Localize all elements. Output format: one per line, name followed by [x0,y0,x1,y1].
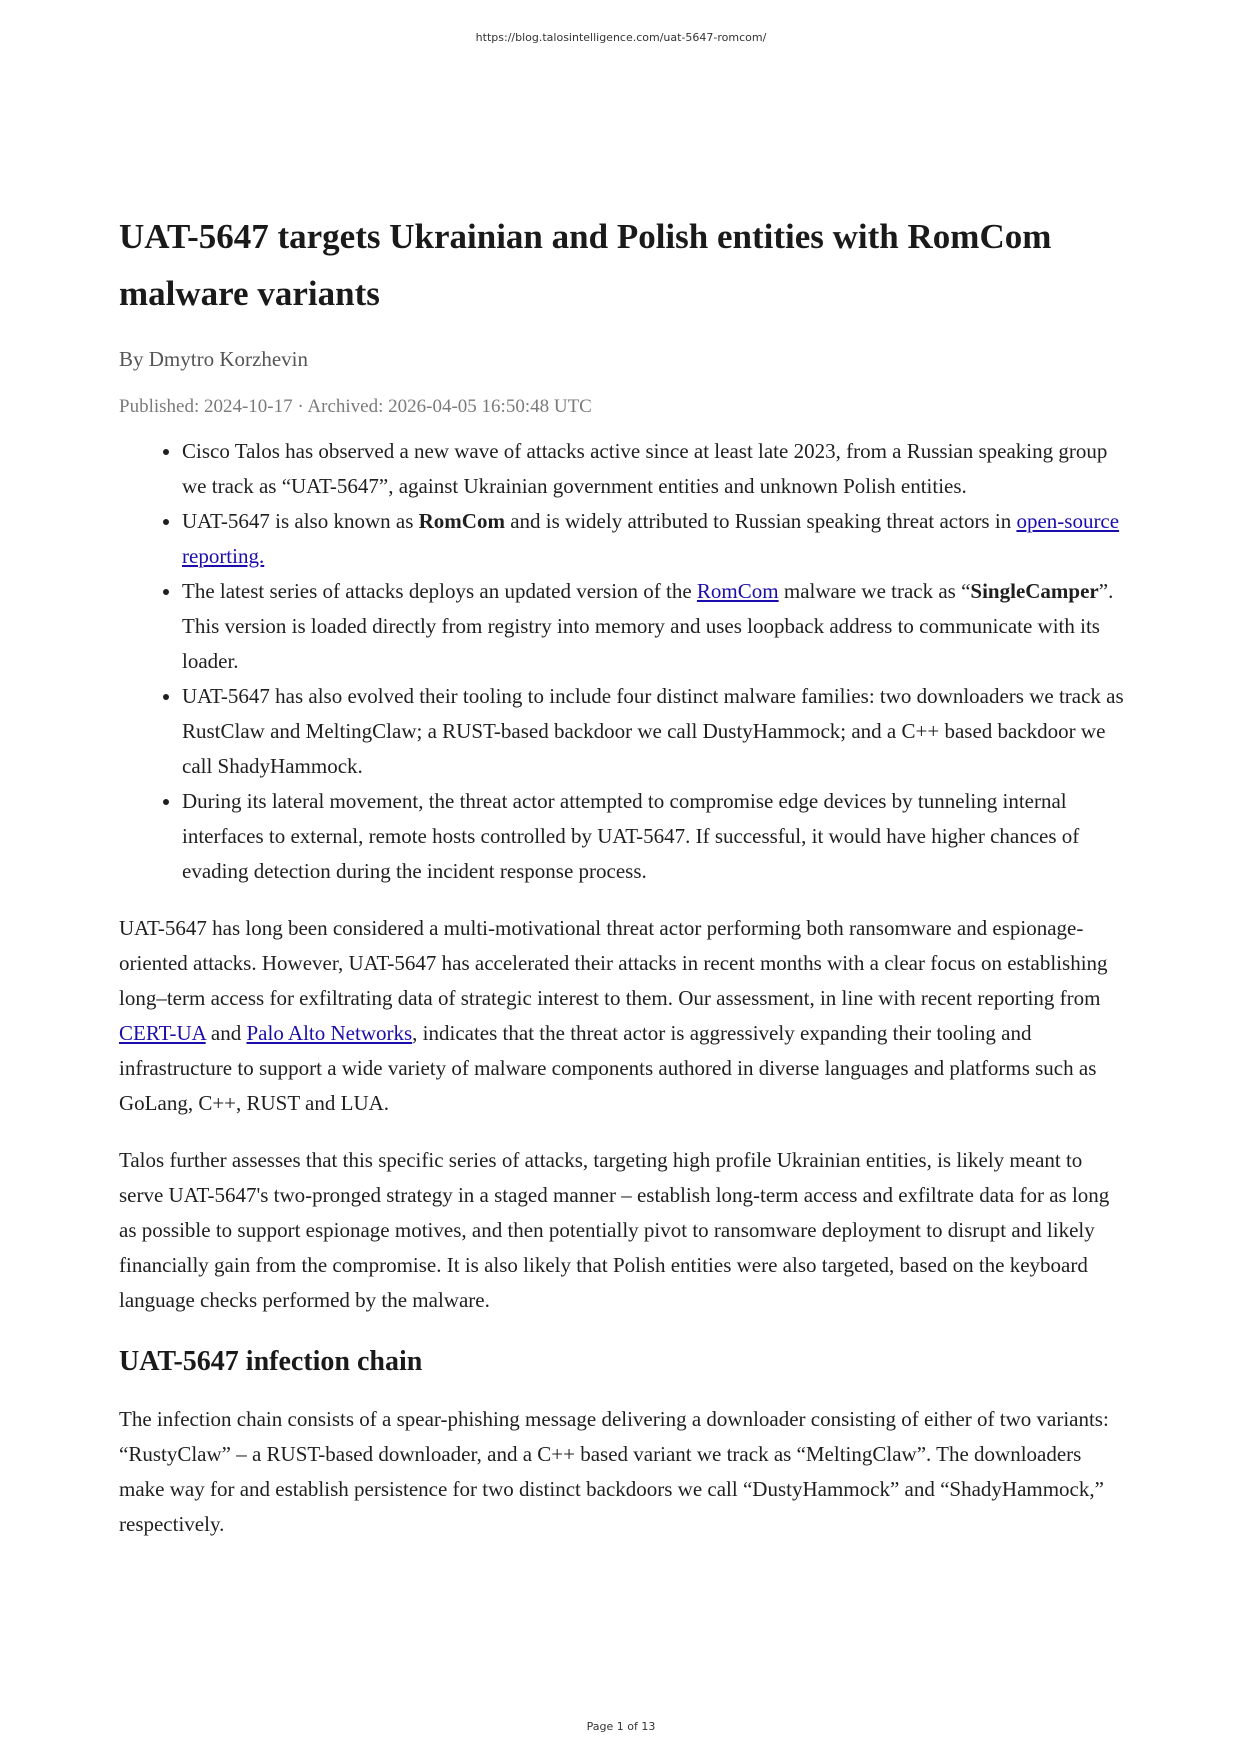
key-point-3 [182,574,1131,679]
key-points-list [119,434,1131,889]
singlecamper-name: SingleCamper [970,579,1099,603]
article-title: UAT-5647 targets Ukrainian and Polish entities with RomCom malware variants [119,217,1052,313]
palo-alto-networks-link[interactable]: Palo Alto Networks [246,1021,413,1045]
open-source-reporting-link[interactable]: open-source reporting. [182,509,1120,568]
key-point-2 [182,504,1131,574]
key-point-text: During its lateral movement, the threat actor attempted to compromise edge devices by tunneling internal interfaces to external, remote hosts controlled by UAT-5647. If successful, it would have higher chances of evading detection during the incident response process. [182,789,1080,883]
romcom-alias: RomCom [418,509,505,533]
article-byline: By Dmytro Korzhevin [119,347,308,371]
key-point-text: UAT-5647 is also known as [182,509,419,533]
page-number-footer: Page 1 of 13 [586,1720,656,1733]
paragraph-text: and [205,1021,247,1045]
article-meta: Published: 2024-10-17 · Archived: 2026-04-05 16:50:48 UTC [119,396,592,417]
key-point-text: Cisco Talos has observed a new wave of attacks active since at least late 2023, from a Russian speaking group we track as “UAT-5647”, against Ukrainian government entities and unknown Polish entities. [182,439,1108,498]
body-paragraph-1 [119,911,1131,1121]
article-content [119,208,1131,1542]
key-point-5 [182,784,1131,889]
body-paragraph-2: Talos further assesses that this specific series of attacks, targeting high profile Ukrainian entities, is likely meant to serve UAT-5647's two-pronged strategy in a staged manner – establish long-term access and exfiltrate data for as long as possible to support espionage motives, and then potentially pivot to ransomware deployment to disrupt and likely financially gain from the compromise. It is also likely that Polish entities were also targeted, based on the keyboard language checks performed by the malware. [119,1148,1110,1312]
paragraph-text: UAT-5647 has long been considered a multi-motivational threat actor performing both ransomware and espionage-oriented attacks. However, UAT-5647 has accelerated their attacks in recent months with a clear focus on establishing long–term access for exfiltrating data of strategic interest to them. Our assessment, in line with recent reporting from [119,916,1108,1010]
key-point-text: UAT-5647 has also evolved their tooling to include four distinct malware families: two downloaders we track as RustClaw and MeltingClaw; a RUST-based backdoor we call DustyHammock; and a C++ based backdoor we call ShadyHammock. [182,684,1124,778]
key-point-text: The latest series of attacks deploys an updated version of the [182,579,697,603]
body-paragraph-3: The infection chain consists of a spear-phishing message delivering a downloader consisting of either of two variants: “RustyClaw” – a RUST-based downloader, and a C++ based variant we track as “MeltingClaw”. The downloaders make way for and establish persistence for two distinct backdoors we call “DustyHammock” and “ShadyHammock,” respectively. [119,1407,1109,1536]
section-heading-infection-chain: UAT-5647 infection chain [119,1346,423,1377]
key-point-1 [182,434,1131,504]
cert-ua-link[interactable]: CERT-UA [119,1021,206,1045]
page-url-header: https://blog.talosintelligence.com/uat-5647-romcom/ [475,31,767,44]
paragraph-text: , indicates that the threat actor is aggressively expanding their tooling and infrastructure to support a wide variety of malware components authored in diverse languages and platforms such as GoLang, C++, RUST and LUA. [119,1021,1097,1115]
key-point-text: and is widely attributed to Russian speaking threat actors in [504,509,1017,533]
key-point-4 [182,679,1131,784]
key-point-text: ”. This version is loaded directly from registry into memory and uses loopback address to communicate with its loader. [182,579,1114,673]
romcom-link[interactable]: RomCom [696,579,779,603]
key-point-text: malware we track as “ [778,579,971,603]
